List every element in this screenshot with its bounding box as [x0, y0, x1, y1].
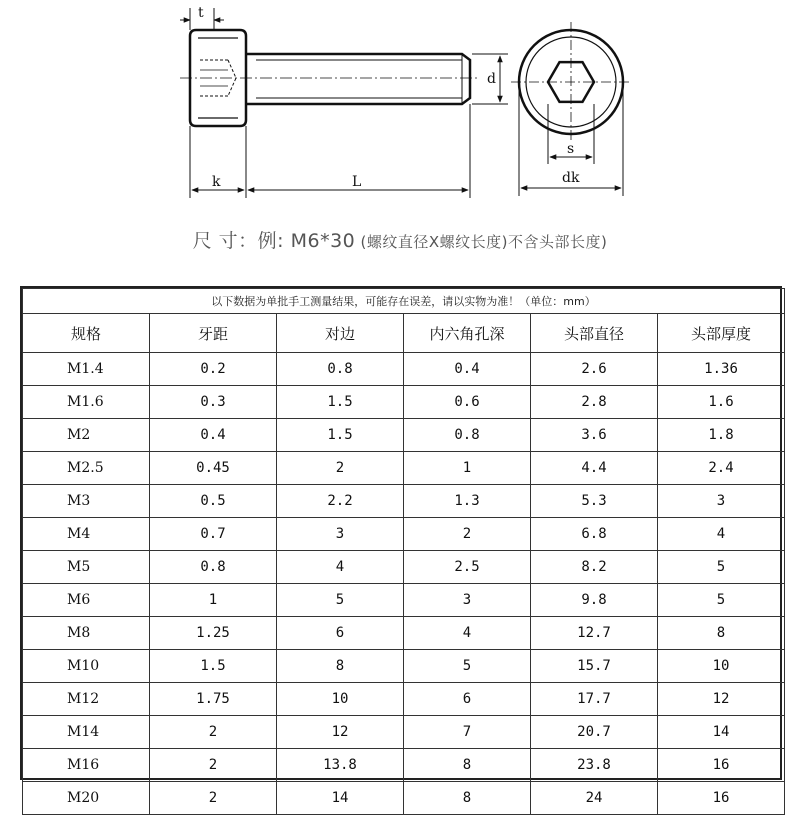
cell-head-diameter: 15.7 [531, 650, 658, 683]
cell-pitch: 0.5 [150, 485, 277, 518]
cell-head-height: 16 [658, 749, 785, 782]
cell-pitch: 0.4 [150, 419, 277, 452]
table-row [23, 386, 785, 419]
cell-socket-depth: 2 [404, 518, 531, 551]
cell-head-height: 1.6 [658, 386, 785, 419]
cell-head-height: 10 [658, 650, 785, 683]
header-pitch: 牙距 [150, 314, 277, 353]
table-row [23, 749, 785, 782]
cell-head-diameter: 9.8 [531, 584, 658, 617]
cell-spec: M8 [23, 617, 150, 650]
cell-head-diameter: 8.2 [531, 551, 658, 584]
cell-hex-size: 2 [277, 452, 404, 485]
cell-head-diameter: 12.7 [531, 617, 658, 650]
cell-hex-size: 8 [277, 650, 404, 683]
cell-pitch: 0.7 [150, 518, 277, 551]
header-hex-size: 对边 [277, 314, 404, 353]
spec-table [22, 288, 785, 815]
cell-head-height: 8 [658, 617, 785, 650]
screw-end-view [511, 22, 631, 142]
cell-hex-size: 10 [277, 683, 404, 716]
cell-spec: M16 [23, 749, 150, 782]
cell-socket-depth: 8 [404, 782, 531, 815]
cell-socket-depth: 1 [404, 452, 531, 485]
cell-head-height: 1.8 [658, 419, 785, 452]
cell-spec: M2 [23, 419, 150, 452]
cell-head-height: 14 [658, 716, 785, 749]
cell-hex-size: 13.8 [277, 749, 404, 782]
cell-socket-depth: 4 [404, 617, 531, 650]
cell-head-diameter: 17.7 [531, 683, 658, 716]
cell-spec: M2.5 [23, 452, 150, 485]
cell-head-height: 16 [658, 782, 785, 815]
cell-hex-size: 4 [277, 551, 404, 584]
cell-head-height: 1.36 [658, 353, 785, 386]
cell-spec: M10 [23, 650, 150, 683]
cell-pitch: 1.25 [150, 617, 277, 650]
cell-pitch: 2 [150, 782, 277, 815]
label-t: t [198, 5, 204, 21]
screw-dimension-diagram [0, 0, 800, 215]
cell-spec: M3 [23, 485, 150, 518]
cell-head-diameter: 20.7 [531, 716, 658, 749]
cell-pitch: 2 [150, 716, 277, 749]
cell-socket-depth: 0.8 [404, 419, 531, 452]
table-row [23, 683, 785, 716]
caption-main: 尺 寸：例: M6*30 [192, 230, 356, 252]
cell-head-height: 3 [658, 485, 785, 518]
cell-pitch: 1.75 [150, 683, 277, 716]
cell-spec: M1.6 [23, 386, 150, 419]
cell-head-diameter: 2.8 [531, 386, 658, 419]
cell-socket-depth: 2.5 [404, 551, 531, 584]
table-header-row [23, 314, 785, 353]
cell-pitch: 0.8 [150, 551, 277, 584]
cell-head-height: 2.4 [658, 452, 785, 485]
cell-socket-depth: 6 [404, 683, 531, 716]
cell-socket-depth: 3 [404, 584, 531, 617]
screw-side-view [180, 30, 478, 126]
cell-hex-size: 14 [277, 782, 404, 815]
table-row [23, 419, 785, 452]
cell-hex-size: 5 [277, 584, 404, 617]
cell-head-diameter: 23.8 [531, 749, 658, 782]
label-d: d [487, 71, 496, 87]
label-L: L [352, 174, 362, 190]
cell-socket-depth: 8 [404, 749, 531, 782]
label-dk: dk [562, 170, 580, 186]
cell-head-height: 5 [658, 551, 785, 584]
cell-hex-size: 0.8 [277, 353, 404, 386]
cell-head-height: 5 [658, 584, 785, 617]
size-caption [0, 226, 800, 253]
table-row [23, 650, 785, 683]
table-note: 以下数据为单批手工测量结果，可能存在误差，请以实物为准！（单位：mm） [23, 289, 785, 314]
cell-head-height: 12 [658, 683, 785, 716]
table-row [23, 782, 785, 815]
label-k: k [212, 174, 221, 190]
table-row [23, 617, 785, 650]
cell-spec: M12 [23, 683, 150, 716]
header-socket-depth: 内六角孔深 [404, 314, 531, 353]
spec-table-wrapper [20, 286, 782, 806]
table-row [23, 518, 785, 551]
cell-head-diameter: 3.6 [531, 419, 658, 452]
cell-pitch: 2 [150, 749, 277, 782]
table-row [23, 584, 785, 617]
cell-hex-size: 1.5 [277, 419, 404, 452]
table-row [23, 485, 785, 518]
table-row [23, 551, 785, 584]
cell-head-diameter: 24 [531, 782, 658, 815]
cell-spec: M14 [23, 716, 150, 749]
cell-pitch: 0.2 [150, 353, 277, 386]
label-s: s [567, 141, 575, 157]
cell-spec: M4 [23, 518, 150, 551]
cell-pitch: 1 [150, 584, 277, 617]
cell-pitch: 0.45 [150, 452, 277, 485]
cell-hex-size: 2.2 [277, 485, 404, 518]
cell-spec: M1.4 [23, 353, 150, 386]
cell-socket-depth: 0.4 [404, 353, 531, 386]
cell-head-diameter: 6.8 [531, 518, 658, 551]
cell-head-diameter: 2.6 [531, 353, 658, 386]
header-head-diameter: 头部直径 [531, 314, 658, 353]
table-note-row [23, 289, 785, 314]
table-row [23, 452, 785, 485]
header-spec: 规格 [23, 314, 150, 353]
table-row [23, 353, 785, 386]
cell-pitch: 1.5 [150, 650, 277, 683]
cell-head-diameter: 4.4 [531, 452, 658, 485]
cell-hex-size: 3 [277, 518, 404, 551]
header-head-height: 头部厚度 [658, 314, 785, 353]
cell-socket-depth: 7 [404, 716, 531, 749]
cell-head-diameter: 5.3 [531, 485, 658, 518]
cell-socket-depth: 0.6 [404, 386, 531, 419]
cell-hex-size: 12 [277, 716, 404, 749]
cell-pitch: 0.3 [150, 386, 277, 419]
cell-hex-size: 1.5 [277, 386, 404, 419]
caption-detail: (螺纹直径X螺纹长度)不含头部长度) [355, 233, 608, 251]
cell-head-height: 4 [658, 518, 785, 551]
table-row [23, 716, 785, 749]
cell-spec: M5 [23, 551, 150, 584]
cell-socket-depth: 5 [404, 650, 531, 683]
cell-socket-depth: 1.3 [404, 485, 531, 518]
cell-spec: M20 [23, 782, 150, 815]
cell-spec: M6 [23, 584, 150, 617]
cell-hex-size: 6 [277, 617, 404, 650]
